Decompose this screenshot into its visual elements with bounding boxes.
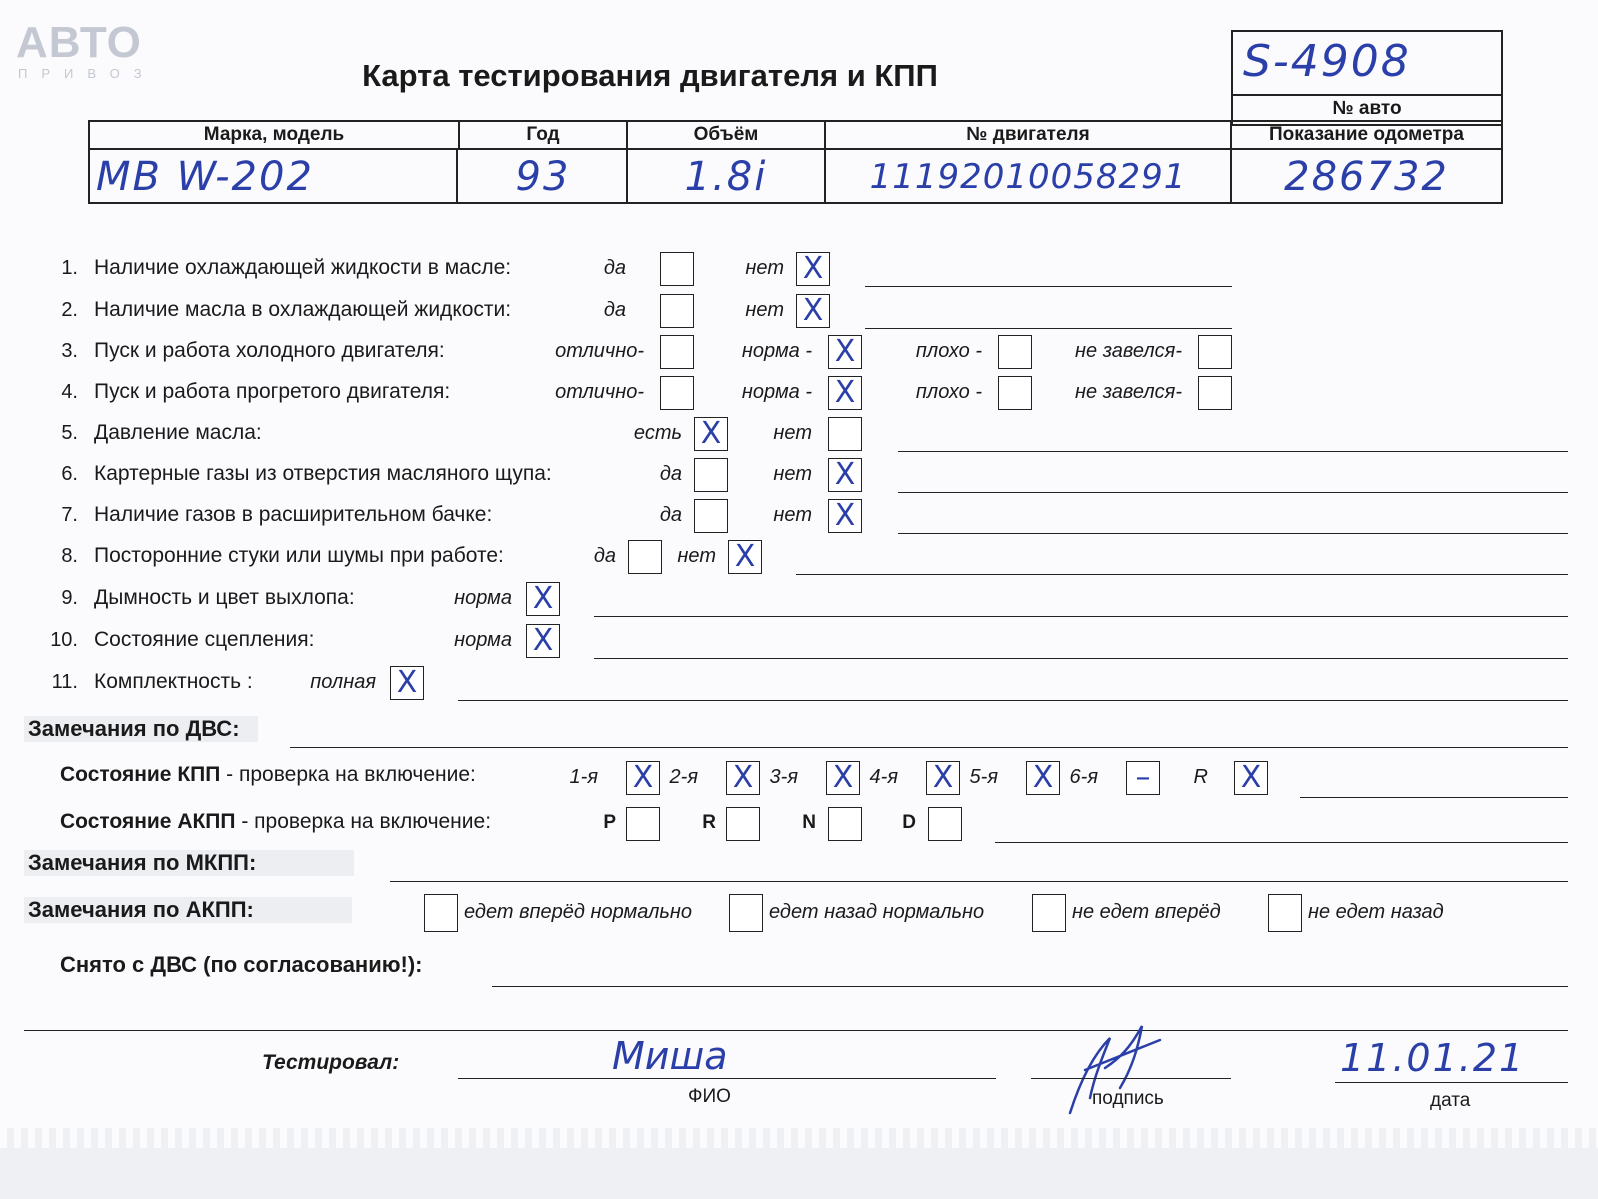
- option-label: не завелся-: [1075, 340, 1182, 362]
- item-number: 8.: [61, 545, 78, 567]
- gear-label: 2-я: [669, 766, 698, 788]
- item-question: Комплектность :: [94, 670, 253, 693]
- check-mark: X: [700, 416, 722, 451]
- gear-mark: X: [732, 760, 754, 795]
- value-make: MB W-202: [90, 150, 458, 202]
- answer-line: [898, 533, 1568, 534]
- auto-number-label: № авто: [1332, 98, 1402, 119]
- removed-line: [492, 986, 1568, 987]
- option-label: нет: [773, 504, 812, 526]
- check-mark: X: [834, 498, 856, 533]
- gear-label: N: [802, 812, 816, 833]
- value-year: 93: [460, 150, 628, 202]
- akpp-title: Состояние АКПП: [60, 810, 236, 833]
- option-label: есть: [633, 422, 682, 444]
- kpp-line: [1300, 797, 1568, 798]
- akpp-label: [60, 810, 491, 834]
- gear-checkbox[interactable]: [928, 807, 962, 841]
- gear-mark: X: [632, 760, 654, 795]
- gear-checkbox[interactable]: [828, 807, 862, 841]
- item-question: Картерные газы из отверстия масляного щупа:: [94, 462, 552, 485]
- option-label: нет: [773, 422, 812, 444]
- gear-mark: X: [932, 760, 954, 795]
- akpp-remark-label: не едет назад: [1308, 901, 1444, 923]
- check-mark: X: [802, 251, 824, 286]
- answer-line: [898, 451, 1568, 452]
- option-label: да: [659, 504, 682, 526]
- logo-subtext: ПРИВОЗ: [18, 66, 156, 81]
- torn-edge: [0, 1128, 1598, 1148]
- option-label: полная: [310, 671, 376, 693]
- date-label: дата: [1430, 1090, 1471, 1111]
- tested-label: Тестировал:: [262, 1051, 400, 1074]
- header-engine-number: № двигателя: [826, 122, 1232, 150]
- answer-line: [594, 616, 1568, 617]
- signature-line: [1031, 1078, 1231, 1079]
- header-make: Марка, модель: [90, 122, 460, 150]
- gear-label: 5-я: [969, 766, 998, 788]
- akpp-line: [995, 842, 1568, 843]
- akpp-remark-label: едет вперёд нормально: [464, 901, 693, 923]
- gear-label: 4-я: [869, 766, 898, 788]
- item-number: 7.: [61, 504, 78, 526]
- test-date: 11.01.21: [1340, 1036, 1526, 1080]
- item-number: 1.: [61, 257, 78, 279]
- check-mark: X: [834, 375, 856, 410]
- check-mark: X: [532, 623, 554, 658]
- akpp-remark-label: едет назад нормально: [769, 901, 985, 923]
- header-odometer: Показание одометра: [1232, 122, 1501, 150]
- tester-name: Миша: [612, 1034, 728, 1078]
- check-mark: X: [396, 665, 418, 700]
- gear-mark: X: [832, 760, 854, 795]
- kpp-rest: - проверка на включение:: [220, 763, 476, 786]
- logo-text: АВТО: [16, 18, 142, 67]
- option-checkbox[interactable]: [998, 335, 1032, 369]
- header-year: Год: [460, 122, 628, 150]
- item-number: 9.: [61, 587, 78, 609]
- auto-number-box: [1231, 30, 1503, 126]
- item-question: Наличие масла в охлаждающей жидкости:: [94, 298, 512, 321]
- check-mark: X: [532, 581, 554, 616]
- option-label: отлично-: [555, 381, 644, 403]
- option-label: нет: [745, 299, 784, 321]
- auto-number-value: S-4908: [1243, 36, 1411, 87]
- option-label: нет: [677, 545, 716, 567]
- option-label: нет: [745, 257, 784, 279]
- item-number: 10.: [50, 629, 78, 651]
- date-line: [1335, 1082, 1568, 1083]
- answer-line: [865, 286, 1232, 287]
- item-number: 11.: [51, 671, 78, 693]
- mkpp-remarks-label: Замечания по МКПП:: [24, 850, 354, 876]
- option-label: плохо -: [915, 381, 982, 403]
- dvs-remarks-line: [290, 747, 1568, 748]
- item-question: Состояние сцепления:: [94, 628, 315, 651]
- item-number: 4.: [61, 381, 78, 403]
- removed-label: Снято с ДВС (по согласованию!):: [60, 952, 423, 977]
- gear-label: R: [702, 812, 716, 833]
- gear-mark: X: [1032, 760, 1054, 795]
- gear-mark: –: [1135, 760, 1151, 795]
- item-question: Пуск и работа прогретого двигателя:: [94, 380, 451, 403]
- akpp-remark-checkbox[interactable]: [1268, 894, 1302, 932]
- gear-label: 1-я: [569, 766, 598, 788]
- answer-line: [796, 574, 1568, 575]
- item-number: 5.: [61, 422, 78, 444]
- check-mark: X: [734, 539, 756, 574]
- akpp-remark-checkbox[interactable]: [729, 894, 763, 932]
- option-checkbox[interactable]: [828, 417, 862, 451]
- option-label: да: [603, 257, 626, 279]
- option-label: норма: [454, 587, 512, 609]
- option-label: норма: [454, 629, 512, 651]
- answer-line: [458, 700, 1568, 701]
- answer-line: [865, 328, 1232, 329]
- item-number: 2.: [61, 299, 78, 321]
- option-label: норма -: [741, 340, 812, 362]
- item-question: Давление масла:: [94, 421, 262, 444]
- value-engine-number: 11192010058291: [826, 150, 1232, 202]
- option-label: плохо -: [915, 340, 982, 362]
- dvs-remarks-label: Замечания по ДВС:: [24, 716, 258, 742]
- option-checkbox[interactable]: [998, 376, 1032, 410]
- option-label: да: [593, 545, 616, 567]
- option-label: да: [603, 299, 626, 321]
- option-label: отлично-: [555, 340, 644, 362]
- check-mark: X: [834, 334, 856, 369]
- blank-line: [24, 1030, 1568, 1031]
- option-checkbox[interactable]: [1198, 376, 1232, 410]
- gear-label: 6-я: [1069, 766, 1098, 788]
- gear-label: R: [1193, 766, 1208, 788]
- gear-checkbox[interactable]: [726, 807, 760, 841]
- gear-mark: X: [1240, 760, 1262, 795]
- header-volume: Объём: [628, 122, 826, 150]
- item-question: Посторонние стуки или шумы при работе:: [94, 544, 504, 567]
- mkpp-remarks-line: [390, 881, 1568, 882]
- item-question: Наличие газов в расширительном бачке:: [94, 503, 493, 526]
- gear-label: P: [603, 812, 616, 833]
- item-question: Пуск и работа холодного двигателя:: [94, 339, 445, 362]
- item-number: 6.: [61, 463, 78, 485]
- option-label: нет: [773, 463, 812, 485]
- signature-label: подпись: [1092, 1088, 1164, 1109]
- value-odometer: 286732: [1284, 154, 1449, 200]
- page-title: Карта тестирования двигателя и КПП: [362, 58, 938, 93]
- option-checkbox[interactable]: [1198, 335, 1232, 369]
- gear-label: D: [902, 812, 916, 833]
- gear-label: 3-я: [769, 766, 798, 788]
- item-question: Наличие охлаждающей жидкости в масле:: [94, 256, 512, 279]
- kpp-title: Состояние КПП: [60, 763, 221, 786]
- akpp-remark-label: не едет вперёд: [1072, 901, 1221, 923]
- answer-line: [594, 658, 1568, 659]
- option-label: норма -: [741, 381, 812, 403]
- gear-checkbox[interactable]: [626, 807, 660, 841]
- akpp-rest: - проверка на включение:: [235, 810, 492, 833]
- item-question: Дымность и цвет выхлопа:: [94, 586, 355, 609]
- akpp-remark-checkbox[interactable]: [424, 894, 458, 932]
- option-label: не завелся-: [1075, 381, 1182, 403]
- fio-label: ФИО: [688, 1086, 731, 1107]
- item-number: 3.: [61, 340, 78, 362]
- vehicle-table: [88, 120, 1503, 204]
- akpp-remark-checkbox[interactable]: [1032, 894, 1066, 932]
- fio-line: [458, 1078, 996, 1079]
- kpp-label: [60, 763, 476, 787]
- check-mark: X: [802, 293, 824, 328]
- value-volume: 1.8i: [628, 150, 826, 202]
- check-mark: X: [834, 457, 856, 492]
- akpp-remarks-label: Замечания по АКПП:: [24, 897, 352, 923]
- option-label: да: [659, 463, 682, 485]
- answer-line: [898, 492, 1568, 493]
